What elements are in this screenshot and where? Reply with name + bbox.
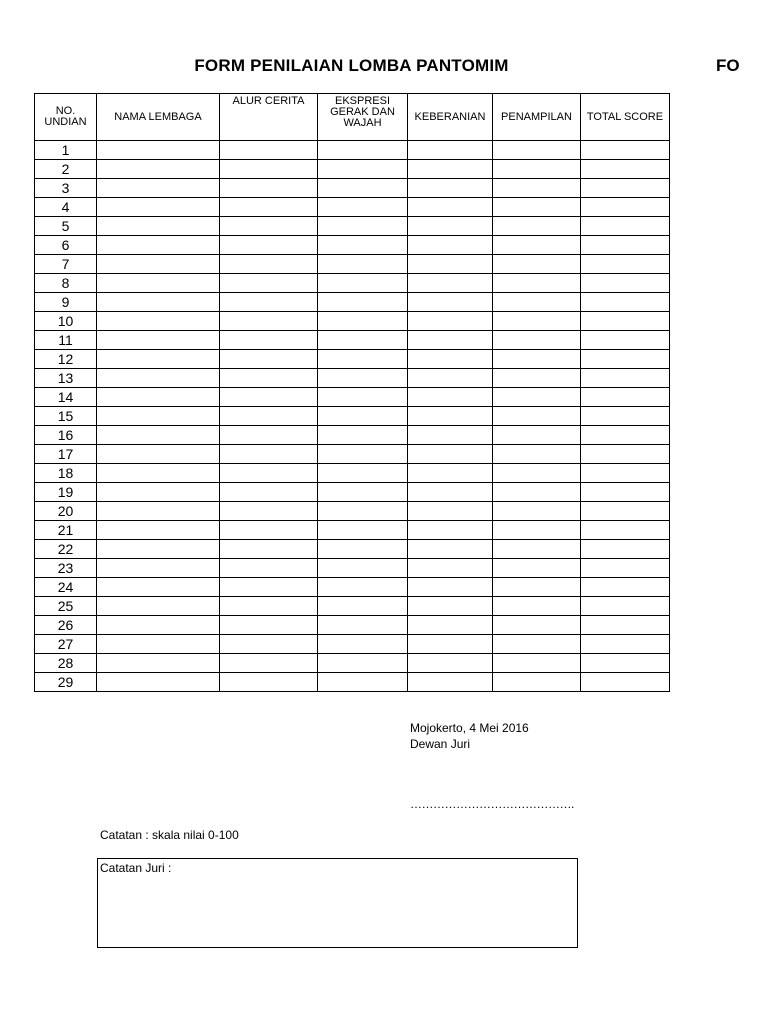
cell-penampilan[interactable] [493,369,581,388]
cell-total-score[interactable] [581,293,670,312]
cell-alur-cerita[interactable] [220,312,318,331]
cell-ekspresi[interactable] [318,635,408,654]
cell-penampilan[interactable] [493,160,581,179]
cell-nama-lembaga[interactable] [97,160,220,179]
header-ekspresi: EKSPRESI GERAK DAN WAJAH [318,94,408,141]
cell-alur-cerita[interactable] [220,274,318,293]
cell-keberanian[interactable] [408,540,493,559]
table-row [35,616,670,635]
cell-penampilan[interactable] [493,464,581,483]
table-row [35,673,670,692]
scale-note: Catatan : skala nilai 0-100 [100,828,239,842]
cell-ekspresi[interactable] [318,464,408,483]
cell-nama-lembaga[interactable] [97,350,220,369]
cell-keberanian[interactable] [408,654,493,673]
row-number: 26 [35,616,97,635]
row-number: 3 [35,179,97,198]
cell-total-score[interactable] [581,597,670,616]
row-number: 25 [35,597,97,616]
cell-alur-cerita[interactable] [220,198,318,217]
row-number: 7 [35,255,97,274]
cell-penampilan[interactable] [493,502,581,521]
cell-nama-lembaga[interactable] [97,293,220,312]
cell-nama-lembaga[interactable] [97,217,220,236]
cell-keberanian[interactable] [408,483,493,502]
cell-alur-cerita[interactable] [220,521,318,540]
cell-penampilan[interactable] [493,388,581,407]
cell-keberanian[interactable] [408,312,493,331]
cell-total-score[interactable] [581,540,670,559]
cell-keberanian[interactable] [408,445,493,464]
cell-keberanian[interactable] [408,578,493,597]
cell-nama-lembaga[interactable] [97,597,220,616]
score-table-body [35,141,670,692]
cell-alur-cerita[interactable] [220,350,318,369]
cell-nama-lembaga[interactable] [97,521,220,540]
table-row [35,635,670,654]
cell-total-score[interactable] [581,445,670,464]
cell-ekspresi[interactable] [318,407,408,426]
table-row [35,179,670,198]
cell-ekspresi[interactable] [318,369,408,388]
cell-keberanian[interactable] [408,559,493,578]
cell-alur-cerita[interactable] [220,502,318,521]
cell-penampilan[interactable] [493,236,581,255]
cell-penampilan[interactable] [493,350,581,369]
row-number: 9 [35,293,97,312]
cell-keberanian[interactable] [408,369,493,388]
cell-total-score[interactable] [581,312,670,331]
cell-total-score[interactable] [581,141,670,160]
cell-alur-cerita[interactable] [220,654,318,673]
cell-total-score[interactable] [581,635,670,654]
cell-nama-lembaga[interactable] [97,654,220,673]
cell-nama-lembaga[interactable] [97,578,220,597]
signature-block [410,720,529,752]
row-number: 21 [35,521,97,540]
cell-total-score[interactable] [581,521,670,540]
table-row [35,236,670,255]
cell-keberanian[interactable] [408,464,493,483]
header-nama-lembaga: NAMA LEMBAGA [97,94,220,141]
cell-nama-lembaga[interactable] [97,312,220,331]
cell-ekspresi[interactable] [318,217,408,236]
table-row [35,559,670,578]
juri-notes-box[interactable] [97,858,578,948]
header-no-undian: NO. UNDIAN [35,94,97,141]
row-number: 5 [35,217,97,236]
cell-total-score[interactable] [581,616,670,635]
cell-total-score[interactable] [581,483,670,502]
table-row [35,426,670,445]
cell-total-score[interactable] [581,559,670,578]
cell-total-score[interactable] [581,160,670,179]
cell-alur-cerita[interactable] [220,445,318,464]
table-row [35,274,670,293]
header-penampilan: PENAMPILAN [493,94,581,141]
cell-alur-cerita[interactable] [220,331,318,350]
cell-nama-lembaga[interactable] [97,483,220,502]
cell-nama-lembaga[interactable] [97,407,220,426]
cell-nama-lembaga[interactable] [97,141,220,160]
row-number: 22 [35,540,97,559]
table-row [35,198,670,217]
cell-total-score[interactable] [581,464,670,483]
cell-nama-lembaga[interactable] [97,502,220,521]
cell-ekspresi[interactable] [318,331,408,350]
cell-keberanian[interactable] [408,293,493,312]
table-row [35,464,670,483]
cell-total-score[interactable] [581,274,670,293]
cell-ekspresi[interactable] [318,141,408,160]
row-number: 2 [35,160,97,179]
cell-total-score[interactable] [581,654,670,673]
cell-ekspresi[interactable] [318,350,408,369]
table-row [35,217,670,236]
cell-penampilan[interactable] [493,426,581,445]
table-header-row [35,94,670,141]
cell-alur-cerita[interactable] [220,217,318,236]
cell-penampilan[interactable] [493,274,581,293]
row-number: 28 [35,654,97,673]
cell-ekspresi[interactable] [318,616,408,635]
cell-ekspresi[interactable] [318,255,408,274]
cell-alur-cerita[interactable] [220,464,318,483]
score-table [34,93,670,692]
row-number: 12 [35,350,97,369]
cell-keberanian[interactable] [408,179,493,198]
cell-ekspresi[interactable] [318,559,408,578]
table-row [35,331,670,350]
form-title: FORM PENILAIAN LOMBA PANTOMIM [194,56,509,75]
table-row [35,388,670,407]
cell-total-score[interactable] [581,179,670,198]
cell-total-score[interactable] [581,578,670,597]
table-row [35,160,670,179]
row-number: 14 [35,388,97,407]
signature-role: Dewan Juri [410,737,471,751]
cell-total-score[interactable] [581,217,670,236]
cell-penampilan[interactable] [493,293,581,312]
table-row [35,654,670,673]
cell-total-score[interactable] [581,350,670,369]
row-number: 17 [35,445,97,464]
row-number: 29 [35,673,97,692]
cell-total-score[interactable] [581,198,670,217]
cell-ekspresi[interactable] [318,654,408,673]
cell-nama-lembaga[interactable] [97,255,220,274]
table-row [35,540,670,559]
cell-penampilan[interactable] [493,597,581,616]
table-row [35,141,670,160]
cell-keberanian[interactable] [408,350,493,369]
cell-alur-cerita[interactable] [220,597,318,616]
row-number: 23 [35,559,97,578]
cell-ekspresi[interactable] [318,293,408,312]
cell-alur-cerita[interactable] [220,559,318,578]
row-number: 11 [35,331,97,350]
cell-keberanian[interactable] [408,331,493,350]
row-number: 13 [35,369,97,388]
cell-ekspresi[interactable] [318,597,408,616]
header-alur-cerita: ALUR CERITA [220,94,318,141]
cell-alur-cerita[interactable] [220,141,318,160]
cell-penampilan[interactable] [493,331,581,350]
table-row [35,312,670,331]
cell-penampilan[interactable] [493,198,581,217]
cell-penampilan[interactable] [493,255,581,274]
cell-nama-lembaga[interactable] [97,635,220,654]
table-row [35,350,670,369]
table-row [35,407,670,426]
row-number: 1 [35,141,97,160]
cell-ekspresi[interactable] [318,179,408,198]
cell-alur-cerita[interactable] [220,236,318,255]
cell-keberanian[interactable] [408,274,493,293]
cell-alur-cerita[interactable] [220,388,318,407]
cell-alur-cerita[interactable] [220,483,318,502]
cell-ekspresi[interactable] [318,198,408,217]
cell-keberanian[interactable] [408,160,493,179]
cell-nama-lembaga[interactable] [97,426,220,445]
cell-penampilan[interactable] [493,540,581,559]
cell-ekspresi[interactable] [318,445,408,464]
cell-keberanian[interactable] [408,635,493,654]
cell-nama-lembaga[interactable] [97,673,220,692]
cell-ekspresi[interactable] [318,426,408,445]
cell-nama-lembaga[interactable] [97,388,220,407]
cell-ekspresi[interactable] [318,274,408,293]
cell-keberanian[interactable] [408,616,493,635]
row-number: 16 [35,426,97,445]
cell-penampilan[interactable] [493,654,581,673]
cell-total-score[interactable] [581,407,670,426]
cell-keberanian[interactable] [408,502,493,521]
cell-alur-cerita[interactable] [220,673,318,692]
cell-keberanian[interactable] [408,236,493,255]
cell-nama-lembaga[interactable] [97,445,220,464]
table-row [35,521,670,540]
table-row [35,369,670,388]
header-total-score: TOTAL SCORE [581,94,670,141]
place-date: Mojokerto, 4 Mei 2016 [410,721,529,735]
cell-nama-lembaga[interactable] [97,179,220,198]
cell-penampilan[interactable] [493,312,581,331]
cell-alur-cerita[interactable] [220,578,318,597]
cell-alur-cerita[interactable] [220,179,318,198]
cell-ekspresi[interactable] [318,673,408,692]
row-number: 24 [35,578,97,597]
cell-total-score[interactable] [581,502,670,521]
cell-penampilan[interactable] [493,635,581,654]
header-keberanian: KEBERANIAN [408,94,493,141]
cell-keberanian[interactable] [408,198,493,217]
cell-alur-cerita[interactable] [220,635,318,654]
form-title-cut: FO [716,56,740,75]
cell-total-score[interactable] [581,331,670,350]
cell-penampilan[interactable] [493,179,581,198]
cell-nama-lembaga[interactable] [97,236,220,255]
cell-keberanian[interactable] [408,217,493,236]
cell-nama-lembaga[interactable] [97,274,220,293]
cell-keberanian[interactable] [408,388,493,407]
cell-keberanian[interactable] [408,521,493,540]
cell-alur-cerita[interactable] [220,616,318,635]
row-number: 8 [35,274,97,293]
table-row [35,502,670,521]
row-number: 18 [35,464,97,483]
cell-keberanian[interactable] [408,255,493,274]
cell-ekspresi[interactable] [318,521,408,540]
cell-nama-lembaga[interactable] [97,369,220,388]
cell-alur-cerita[interactable] [220,369,318,388]
cell-ekspresi[interactable] [318,540,408,559]
row-number: 4 [35,198,97,217]
cell-keberanian[interactable] [408,426,493,445]
cell-penampilan[interactable] [493,559,581,578]
cell-penampilan[interactable] [493,141,581,160]
cell-penampilan[interactable] [493,407,581,426]
cell-ekspresi[interactable] [318,160,408,179]
cell-penampilan[interactable] [493,217,581,236]
row-number: 6 [35,236,97,255]
row-number: 27 [35,635,97,654]
cell-ekspresi[interactable] [318,483,408,502]
cell-nama-lembaga[interactable] [97,616,220,635]
signature-line: ……………………………………. [410,797,574,811]
juri-notes-label: Catatan Juri : [100,861,172,875]
cell-ekspresi[interactable] [318,502,408,521]
cell-keberanian[interactable] [408,597,493,616]
cell-nama-lembaga[interactable] [97,540,220,559]
cell-total-score[interactable] [581,388,670,407]
cell-penampilan[interactable] [493,521,581,540]
cell-keberanian[interactable] [408,673,493,692]
cell-keberanian[interactable] [408,407,493,426]
table-row [35,483,670,502]
row-number: 19 [35,483,97,502]
cell-total-score[interactable] [581,673,670,692]
cell-ekspresi[interactable] [318,312,408,331]
cell-total-score[interactable] [581,255,670,274]
cell-nama-lembaga[interactable] [97,464,220,483]
cell-total-score[interactable] [581,369,670,388]
cell-alur-cerita[interactable] [220,540,318,559]
cell-nama-lembaga[interactable] [97,198,220,217]
row-number: 10 [35,312,97,331]
cell-total-score[interactable] [581,426,670,445]
table-row [35,578,670,597]
cell-nama-lembaga[interactable] [97,331,220,350]
table-row [35,255,670,274]
cell-nama-lembaga[interactable] [97,559,220,578]
table-row [35,445,670,464]
cell-alur-cerita[interactable] [220,426,318,445]
cell-alur-cerita[interactable] [220,293,318,312]
cell-alur-cerita[interactable] [220,255,318,274]
cell-penampilan[interactable] [493,445,581,464]
cell-ekspresi[interactable] [318,388,408,407]
cell-penampilan[interactable] [493,616,581,635]
cell-keberanian[interactable] [408,141,493,160]
table-row [35,293,670,312]
cell-penampilan[interactable] [493,578,581,597]
table-row [35,597,670,616]
cell-total-score[interactable] [581,236,670,255]
cell-ekspresi[interactable] [318,578,408,597]
row-number: 20 [35,502,97,521]
row-number: 15 [35,407,97,426]
cell-ekspresi[interactable] [318,236,408,255]
cell-penampilan[interactable] [493,673,581,692]
cell-alur-cerita[interactable] [220,160,318,179]
cell-penampilan[interactable] [493,483,581,502]
cell-alur-cerita[interactable] [220,407,318,426]
